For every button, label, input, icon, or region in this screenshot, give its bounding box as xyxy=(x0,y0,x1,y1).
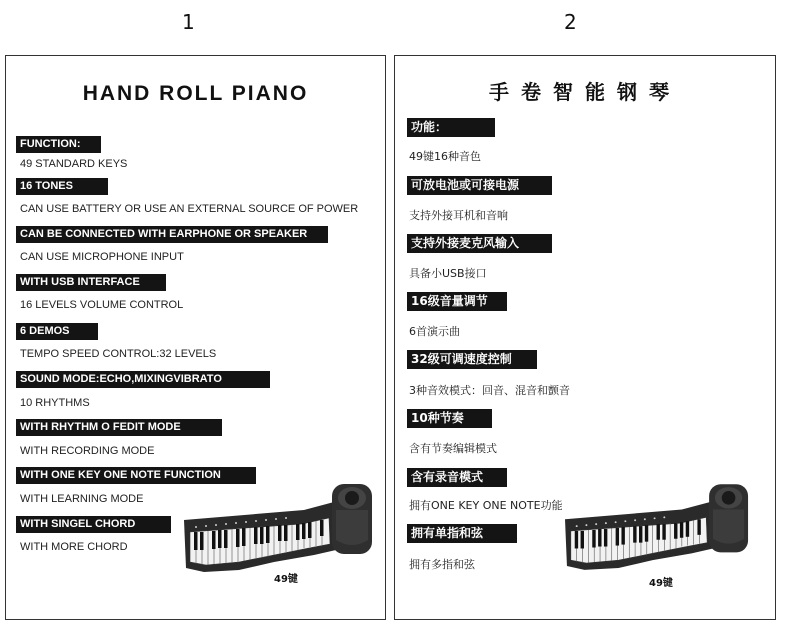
section-header-tones: 16 TONES xyxy=(16,178,108,195)
section-header-single-chord: WITH SINGEL CHORD xyxy=(16,516,171,533)
section-text-usb-cn: 具备小USB接口 xyxy=(409,267,487,280)
section-text-tempo: TEMPO SPEED CONTROL:32 LEVELS xyxy=(20,348,217,360)
section-header-power-cn: 可放电池或可接电源 xyxy=(407,176,552,195)
page-number-2: 2 xyxy=(564,10,577,34)
section-header-microphone-cn: 支持外接麦克风输入 xyxy=(407,234,552,253)
section-header-one-key: WITH ONE KEY ONE NOTE FUNCTION xyxy=(16,467,256,484)
roll-piano-image-cn xyxy=(565,480,750,578)
section-header-function-cn: 功能： xyxy=(407,118,495,137)
section-text-rhythms: 10 RHYTHMS xyxy=(20,397,90,409)
section-header-sound-mode: SOUND MODE:ECHO,MIXINGVIBRATO xyxy=(16,371,270,388)
section-text-power: CAN USE BATTERY OR USE AN EXTERNAL SOURCE OF POWER xyxy=(20,203,359,215)
english-spec-panel xyxy=(5,55,386,620)
section-text-learning: WITH LEARNING MODE xyxy=(20,493,144,505)
image-caption-49-keys: 49键 xyxy=(274,574,298,585)
section-text-microphone: CAN USE MICROPHONE INPUT xyxy=(20,251,184,263)
section-header-single-chord-cn: 拥有单指和弦 xyxy=(407,524,517,543)
section-text-more-chord-cn: 拥有多指和弦 xyxy=(409,558,475,571)
section-header-usb: WITH USB INTERFACE xyxy=(16,274,166,291)
section-header-recording-cn: 含有录音模式 xyxy=(407,468,507,487)
section-header-volume-cn: 16级音量调节 xyxy=(407,292,507,311)
section-text-earphone-cn: 支持外接耳机和音响 xyxy=(409,209,508,222)
chinese-title: 手卷智能钢琴 xyxy=(489,80,681,104)
section-header-earphone: CAN BE CONNECTED WITH EARPHONE OR SPEAKER xyxy=(16,226,328,243)
section-text-rhythm-edit-cn: 含有节奏编辑模式 xyxy=(409,442,497,455)
section-header-function: FUNCTION: xyxy=(16,136,101,153)
english-title: HAND ROLL PIANO xyxy=(82,82,309,105)
chinese-spec-panel xyxy=(394,55,776,620)
section-header-tempo-cn: 32级可调速度控制 xyxy=(407,350,537,369)
roll-piano-image xyxy=(184,480,374,580)
page-number-1: 1 xyxy=(182,10,195,34)
section-header-demos: 6 DEMOS xyxy=(16,323,98,340)
image-caption-49-keys-cn: 49键 xyxy=(649,578,673,589)
section-text-keys: 49 STANDARD KEYS xyxy=(20,158,128,170)
section-text-sound-mode-cn: 3种音效模式：回音、混音和颤音 xyxy=(409,384,570,397)
section-text-more-chord: WITH MORE CHORD xyxy=(20,541,128,553)
section-text-one-key-cn: 拥有ONE KEY ONE NOTE功能 xyxy=(409,499,563,512)
section-text-volume: 16 LEVELS VOLUME CONTROL xyxy=(20,299,184,311)
section-text-keys-cn: 49键16种音色 xyxy=(409,150,481,163)
section-header-rhythms-cn: 10种节奏 xyxy=(407,409,492,428)
section-header-rhythm-edit: WITH RHYTHM O FEDIT MODE xyxy=(16,419,222,436)
section-text-recording: WITH RECORDING MODE xyxy=(20,445,155,457)
section-text-demos-cn: 6首演示曲 xyxy=(409,325,460,338)
